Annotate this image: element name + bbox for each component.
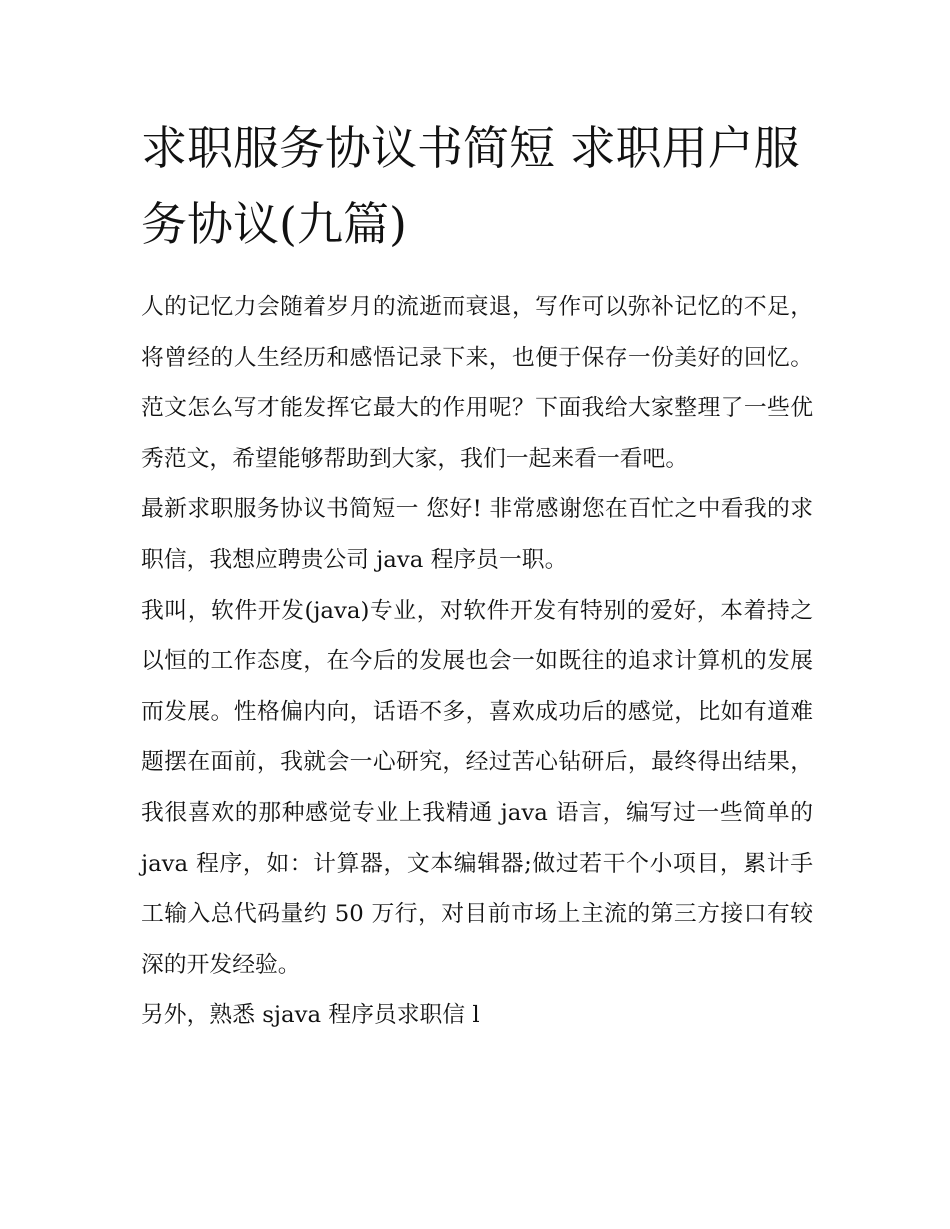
intro-paragraph: 人的记忆力会随着岁月的流逝而衰退，写作可以弥补记忆的不足，将曾经的人生经历和感悟记录下来，也便于保存一份美好的回忆。范文怎么写才能发挥它最大的作用呢？下面我给大家整理了一些优秀范文，希望能够帮助到大家，我们一起来看一看吧。 [141, 294, 813, 472]
self-introduction-paragraph: 我叫，软件开发(java)专业，对软件开发有特别的爱好，本着持之以恒的工作态度，在今后的发展也会一如既往的追求计算机的发展而发展。性格偏内向，话语不多，喜欢成功后的感觉，比如有道难题摆在面前，我就会一心研究，经过苦心钻研后，最终得出结果，我很喜欢的那种感觉专业上我精通 java 语言，编写过一些简单的 java 程序，如：计算器，文本编辑器;做过若干个小项目，累计手工输入总代码量约 50 万行，对目前市场上主流的第三方接口有较深的开发经验。 [141, 597, 813, 978]
greeting-paragraph: 最新求职服务协议书简短一 您好! 非常感谢您在百忙之中看我的求职信，我想应聘贵公司 java 程序员一职。 [141, 496, 813, 573]
document-title: 求职服务协议书简短 求职用户服务协议(九篇) [141, 121, 800, 251]
document-page [141, 110, 813, 1041]
additional-skills-paragraph: 另外，熟悉 sjava 程序员求职信 l [141, 1002, 480, 1029]
